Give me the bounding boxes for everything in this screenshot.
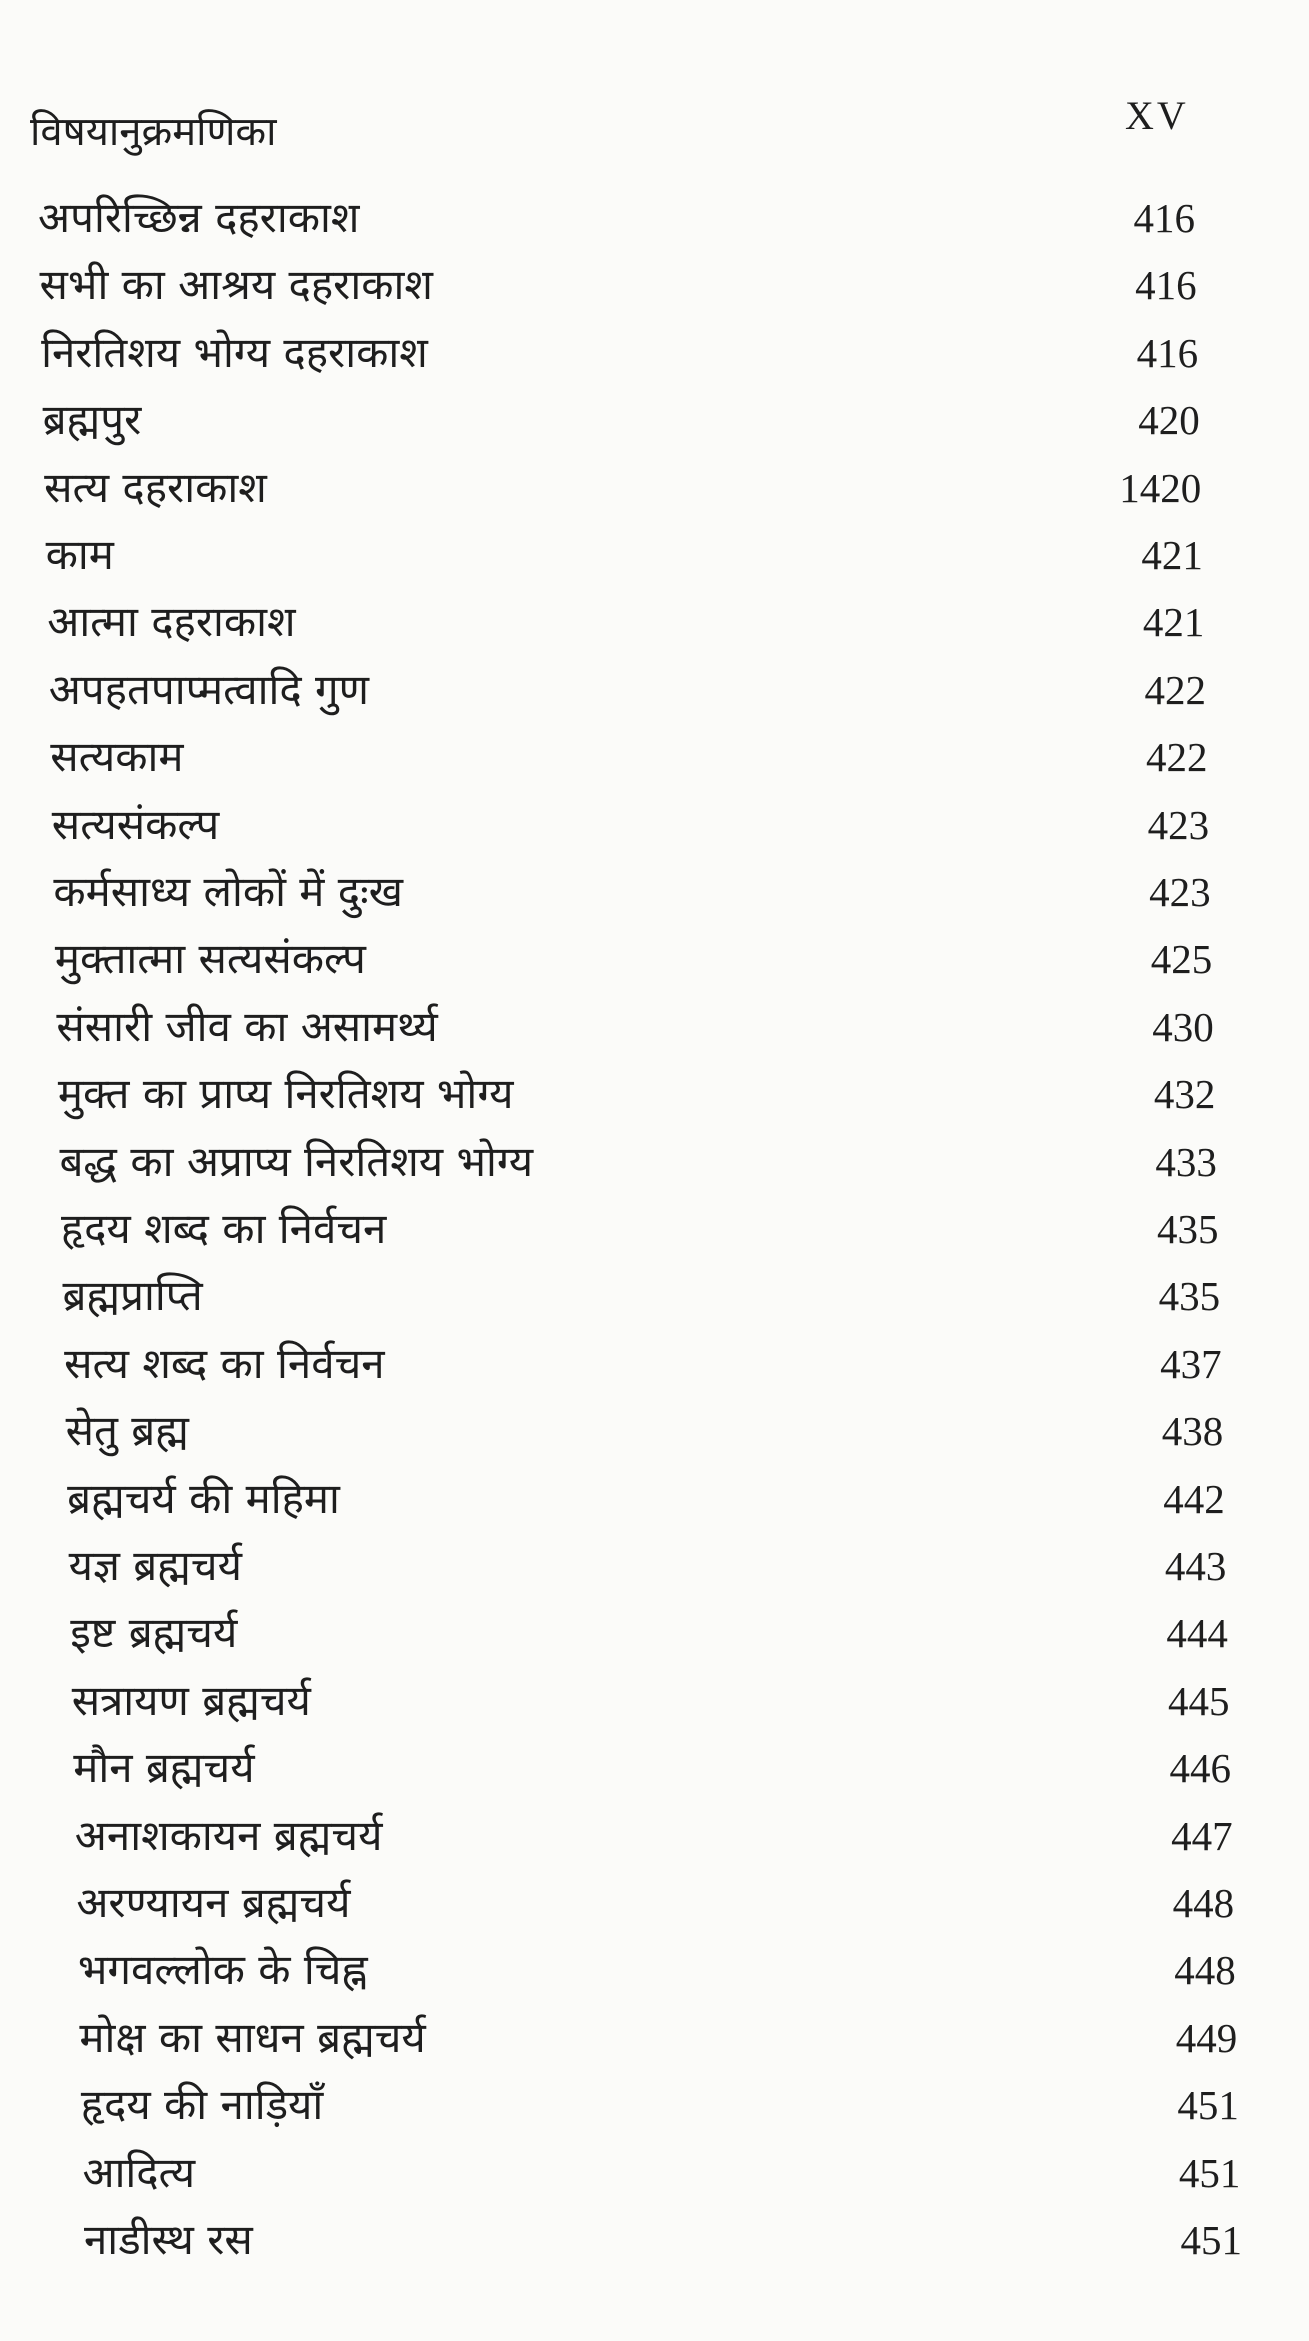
toc-entry [0, 1872, 1309, 1934]
toc-entry-page-number: 435 [1158, 1273, 1221, 1320]
toc-entry [0, 254, 1309, 316]
toc-entry-label: मुक्त का प्राप्य निरतिशय भोग्य [57, 1069, 514, 1119]
toc-entry-label: सेतु ब्रह्म [65, 1406, 189, 1456]
toc-entry-page-number: 443 [1164, 1543, 1227, 1589]
toc-entry-page-number: 1420 [1119, 464, 1202, 511]
toc-entry-label: निरतिशय भोग्य दहराकाश [41, 327, 428, 377]
toc-entry-page-number: 448 [1172, 1880, 1235, 1926]
toc-entry-page-number: 451 [1180, 2217, 1242, 2263]
toc-entry [0, 187, 1309, 249]
running-header-page-number: XV [1125, 93, 1189, 138]
toc-entry-label: ब्रह्मपुर [42, 395, 142, 445]
toc-entry-label: सत्यकाम [50, 732, 184, 782]
toc-entry-page-number: 432 [1153, 1071, 1216, 1118]
toc-entry-label: हृदय की नाड़ियाँ [80, 2080, 324, 2130]
toc-entry [0, 389, 1309, 451]
toc-entry [0, 1737, 1309, 1799]
toc-entry-label: भगवल्लोक के चिह्न [77, 1945, 368, 1995]
toc-entry [0, 1670, 1309, 1732]
toc-entry-page-number: 423 [1147, 801, 1210, 848]
toc-entry-label: मौन ब्रह्मचर्य [73, 1743, 255, 1793]
toc-entry [0, 1602, 1309, 1664]
toc-entry [0, 1468, 1309, 1530]
toc-entry-page-number: 448 [1174, 1947, 1236, 1994]
toc-entry [0, 1805, 1309, 1867]
toc-entry-label: सत्यसंकल्प [51, 799, 220, 849]
toc-entry [0, 1063, 1309, 1125]
toc-entry-page-number: 433 [1155, 1138, 1217, 1185]
toc-entry-label: अरण्यायन ब्रह्मचर्य [76, 1878, 351, 1927]
toc-entry [0, 1939, 1309, 2001]
toc-entry [0, 1198, 1309, 1260]
toc-entry-page-number: 451 [1177, 2082, 1239, 2129]
toc-entry-label: कर्मसाध्य लोकों में दुःख [53, 867, 403, 916]
toc-entry-label: ब्रह्मचर्य की महिमा [67, 1473, 340, 1523]
toc-entry [0, 1265, 1309, 1327]
toc-entry [0, 726, 1309, 788]
toc-entry-label: यज्ञ ब्रह्मचर्य [68, 1541, 242, 1590]
toc-entry-page-number: 451 [1178, 2149, 1241, 2196]
toc-entry-label: नाडीस्थ रस [84, 2215, 253, 2264]
toc-entry-label: काम [45, 530, 114, 579]
toc-entry-label: मुक्तात्मा सत्यसंकल्प [54, 934, 366, 984]
toc-entry-page-number: 447 [1171, 1812, 1233, 1859]
toc-entry-label: अपहतपाप्मत्वादि गुण [48, 664, 370, 714]
toc-entry [0, 996, 1309, 1058]
toc-entry-page-number: 420 [1138, 397, 1200, 444]
toc-entry-page-number: 416 [1136, 329, 1199, 376]
toc-entry-page-number: 437 [1160, 1340, 1222, 1387]
toc-entry-label: हृदय शब्द का निर्वचन [61, 1204, 387, 1253]
toc-entry-label: अपरिच्छिन्न दहराकाश [38, 193, 360, 242]
toc-entry [0, 2142, 1309, 2204]
toc-entry [0, 524, 1309, 586]
toc-entry [0, 2209, 1309, 2271]
toc-entry-label: इष्ट ब्रह्मचर्य [70, 1608, 238, 1658]
toc-entry [0, 1333, 1309, 1395]
toc-entry-page-number: 442 [1163, 1475, 1225, 1522]
toc-entry [0, 659, 1309, 721]
toc-entry-label: ब्रह्मप्राप्ति [62, 1271, 203, 1321]
toc-entry-page-number: 446 [1169, 1745, 1232, 1792]
toc-entry-label: संसारी जीव का असामर्थ्य [56, 1001, 438, 1051]
toc-entry [0, 1131, 1309, 1193]
toc-entry-page-number: 423 [1149, 869, 1211, 915]
toc-entry-label: मोक्ष का साधन ब्रह्मचर्य [79, 2012, 426, 2062]
toc-entry [0, 322, 1309, 384]
toc-entry-label: सत्य दहराकाश [44, 462, 267, 512]
toc-entry-label: सभी का आश्रय दहराकाश [39, 260, 433, 310]
toc-entry-label: सत्रायण ब्रह्मचर्य [71, 1675, 311, 1725]
toc-entry [0, 2007, 1309, 2069]
toc-entry-page-number: 416 [1133, 195, 1195, 241]
toc-entry-page-number: 421 [1141, 532, 1203, 578]
toc-entry [0, 591, 1309, 653]
toc-entry-page-number: 422 [1144, 666, 1206, 713]
toc-entry-page-number: 425 [1150, 936, 1213, 983]
toc-entry-page-number: 449 [1175, 2014, 1238, 2061]
toc-entry-page-number: 445 [1167, 1677, 1230, 1724]
toc-entry-label: अनाशकायन ब्रह्मचर्य [74, 1810, 383, 1860]
toc-entry [0, 861, 1309, 923]
toc-entry-label: बद्ध का अप्राप्य निरतिशय भोग्य [59, 1136, 534, 1186]
toc-entry-label: सत्य शब्द का निर्वचन [64, 1338, 385, 1388]
toc-entry [0, 928, 1309, 990]
toc-entry-page-number: 444 [1166, 1610, 1228, 1657]
toc-entry [0, 794, 1309, 856]
toc-entry-page-number: 438 [1161, 1408, 1224, 1455]
toc-entry-label: आदित्य [82, 2147, 196, 2197]
toc-entry [0, 2074, 1309, 2136]
toc-entry-page-number: 421 [1142, 599, 1205, 646]
running-header-title: विषयानुक्रमणिका [30, 109, 277, 155]
toc-entry [0, 1400, 1309, 1462]
toc-entry-page-number: 435 [1157, 1206, 1219, 1252]
toc-entry [0, 1535, 1309, 1597]
toc-entry-page-number: 416 [1135, 262, 1197, 309]
toc-entry-label: आत्मा दहराकाश [47, 597, 296, 647]
toc-entry-page-number: 430 [1152, 1003, 1214, 1050]
toc-entry-page-number: 422 [1146, 734, 1208, 781]
toc-entry [0, 457, 1309, 519]
